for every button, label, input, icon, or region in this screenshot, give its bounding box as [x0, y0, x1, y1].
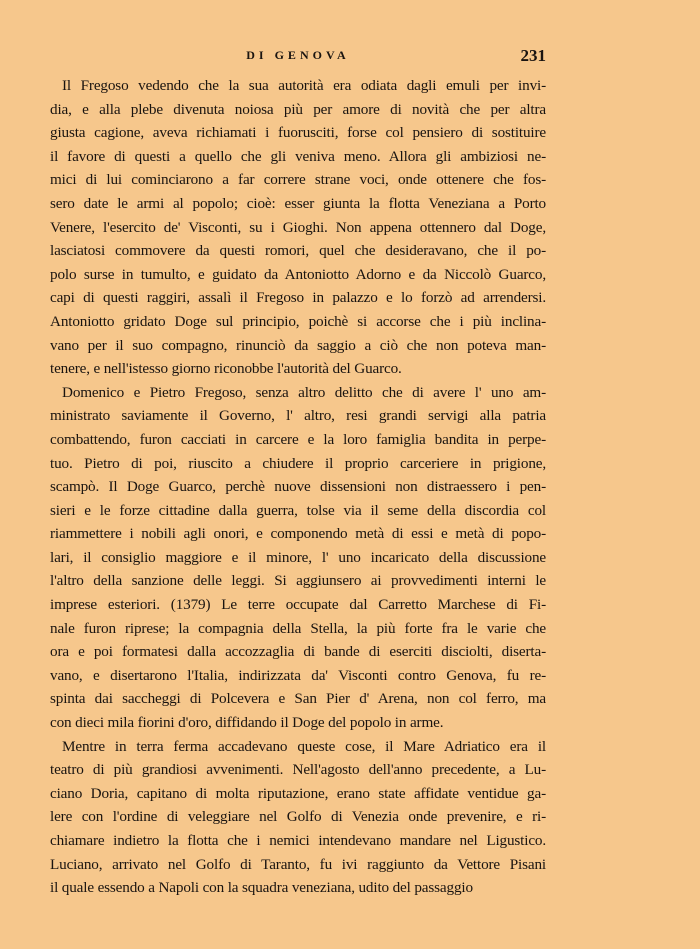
text-line: con dieci mila fiorini d'oro, diffidando il Doge del popolo in arme. — [50, 714, 444, 732]
paragraph — [50, 74, 546, 381]
text-line: Domenico e Pietro Fregoso, senza altro delitto che di avere l' uno am- — [62, 383, 546, 401]
text-line: nale furon riprese; la compagnia della Stella, la più forte fra le varie che — [50, 619, 546, 637]
text-line: sero date le armi al popolo; cioè: esser giunta la flotta Veneziana a Porto — [50, 194, 546, 212]
text-line: sieri e le forze cittadine dalla guerra, tolse via il seme della discordia col — [50, 501, 546, 519]
text-line: vano per il suo compagno, rinunciò da saggio a ciò che non poteva man- — [50, 336, 546, 354]
text-line: chiamare indietro la flotta che i nemici intendevano mandare nel Ligustico. — [50, 832, 546, 849]
body-text — [50, 74, 546, 900]
text-line: Antoniotto gridato Doge sul principio, poichè si accorse che i più inclina- — [50, 312, 546, 330]
text-line: teatro di più grandiosi avvenimenti. Nell'agosto dell'anno precedente, a Lu- — [50, 761, 546, 779]
text-line: lere con l'ordine di veleggiare nel Golfo di Venezia onde prevenire, e ri- — [50, 808, 546, 826]
text-line: tuo. Pietro di poi, riuscito a chiudere il proprio carceriere in prigione, — [50, 454, 546, 472]
text-line: Luciano, arrivato nel Golfo di Taranto, fu ivi raggiunto da Vettore Pisani — [50, 855, 546, 873]
text-line: scampò. Il Doge Guarco, perchè nuove dissensioni non distraessero i pen- — [50, 478, 546, 496]
text-line: capi di questi raggiri, assalì il Fregoso in palazzo e lo forzò ad arrendersi. — [50, 289, 546, 307]
text-line: imprese esteriori. (1379) Le terre occupate dal Carretto Marchese di Fi- — [50, 596, 546, 614]
text-line: l'altro della sanzione delle leggi. Si aggiunsero ai provvedimenti interni le — [50, 572, 546, 590]
running-head: DI GENOVA — [246, 48, 350, 62]
page-number: 231 — [520, 46, 546, 65]
text-line: polo surse in tumulto, e guidato da Antoniotto Adorno e da Niccolò Guarco, — [50, 265, 546, 283]
text-line: giusta cagione, aveva richiamati i fuorusciti, forse col pensiero di sostituire — [50, 124, 546, 142]
text-line: Il Fregoso vedendo che la sua autorità era odiata dagli emuli per invi- — [62, 77, 546, 94]
text-line: il quale essendo a Napoli con la squadra veneziana, udito del passaggio — [50, 879, 473, 897]
text-line: dia, e alla plebe divenuta noiosa più per amore di novità che per altra — [50, 100, 546, 118]
text-line: lasciatosi commovere da questi romori, quel che desideravano, che il po- — [50, 242, 546, 260]
text-line: spinta dai saccheggi di Polcevera e San Pier d' Arena, non col ferro, ma — [50, 690, 546, 708]
text-line: mici di lui cominciarono a far correre strane voci, onde ottenere che fos- — [50, 171, 546, 189]
paragraph — [50, 735, 546, 900]
text-line: ministrato saviamente il Governo, l' altro, resi grandi servigi alla patria — [50, 407, 546, 425]
paragraph — [50, 381, 546, 735]
text-line: ora e poi formatesi dalla accozzaglia di bande di eserciti disciolti, diserta- — [50, 643, 546, 661]
page-header — [50, 46, 546, 70]
text-line: Mentre in terra ferma accadevano queste cose, il Mare Adriatico era il — [62, 737, 546, 755]
text-line: lari, il consiglio maggiore e il minore, l' uno incaricato della discussione — [50, 548, 546, 566]
text-line: combattendo, furon cacciati in carcere e la loro famiglia bandita in perpe- — [50, 430, 546, 448]
text-line: Venere, l'esercito de' Visconti, su i Gioghi. Non appena ottennero dal Doge, — [50, 218, 546, 236]
text-line: ciano Doria, capitano di molta riputazione, erano state affidate ventidue ga- — [50, 784, 546, 802]
text-line: vano, e disertarono l'Italia, indirizzata da' Visconti contro Genova, fu re- — [50, 666, 546, 684]
text-line: riammettere i nobili agli onori, e componendo metà di essi e metà di popo- — [50, 525, 546, 543]
text-line: tenere, e nell'istesso giorno riconobbe l'autorità del Guarco. — [50, 360, 402, 378]
text-line: il favore di questi a quello che gli veniva meno. Allora gli ambiziosi ne- — [50, 147, 546, 165]
